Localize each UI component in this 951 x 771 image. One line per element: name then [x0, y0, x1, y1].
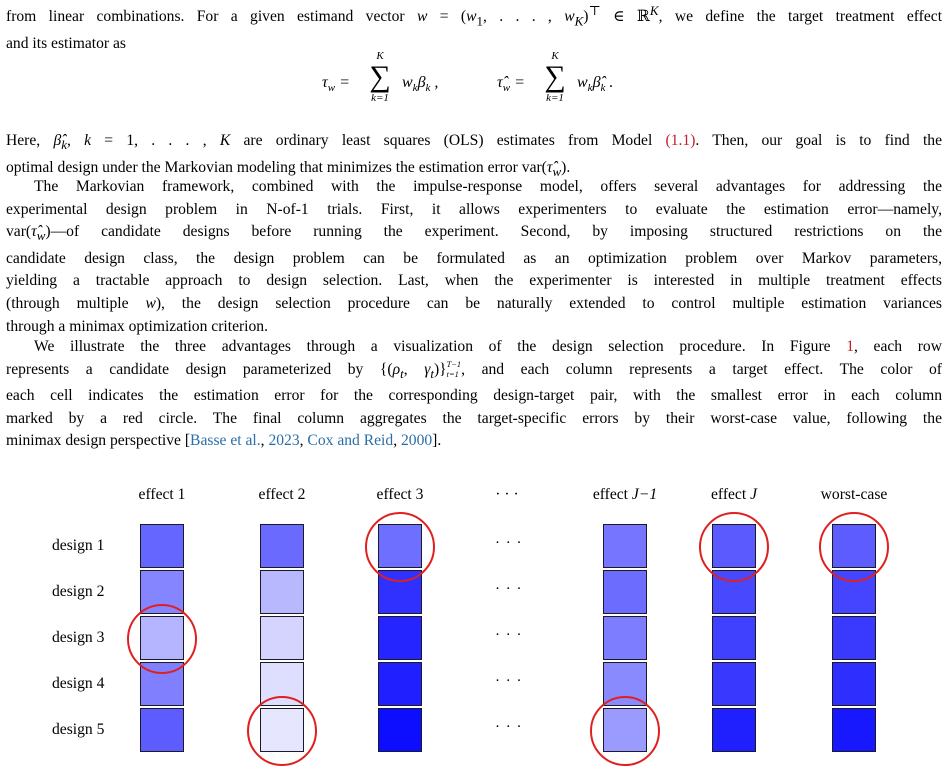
text-line: yielding a tractable approach to design selection. Last, when the experimenter is interested in multiple treatment effects: [6, 272, 942, 290]
text-line: and its estimator as: [6, 34, 126, 52]
text-line: through a minimax optimization criterion.: [6, 317, 269, 335]
ellipsis-dots: · · ·: [495, 719, 523, 735]
ellipsis-dots: · · ·: [495, 535, 523, 551]
minimum-marker-circle: [365, 512, 435, 582]
heatmap-cell: [260, 570, 304, 614]
row-label: design 2: [52, 583, 105, 600]
citation-cox-year[interactable]: 2000: [400, 432, 433, 450]
text-line: represents a candidate design parameterized by {($\rho_t$, $\gamma_t$)} T−1 t=1 , and each column represents a target effect. The color of: [6, 360, 943, 381]
heatmap-cell: [140, 524, 184, 568]
text-line: The Markovian framework, combined with the impulse-response model, offers several advantages for addressing the: [34, 178, 942, 195]
text-line: minimax design perspective [Basse et al., 2023, Cox and Reid, 2000].: [6, 432, 442, 450]
sum-operator: K ∑ k=1: [369, 50, 391, 104]
minimum-marker-circle: [247, 696, 317, 766]
text-line: $var(\taû_w)—of$ candidate designs before running the experiment. Second, by imposing structured restrictions on the: [6, 223, 942, 244]
heatmap-cell: [260, 524, 304, 568]
row-label: design 3: [52, 629, 105, 646]
minimum-marker-circle: [590, 696, 660, 766]
display-equation: $\tau_w$ = K ∑ k=1 $w_k\beta_k$ , $\taû_w$ = K ∑ k=1 $w_k\betâ_k$ .: [322, 50, 614, 104]
heatmap-cell: [832, 662, 876, 706]
text-line: candidate design class, the design problem can be formulated as an optimization problem over Markov parameters,: [6, 249, 942, 267]
text-line: Here, $\betâ_k$, k = 1, . . . , K are ordinary least squares (OLS) estimates from Model (1.1). Then, our goal is to find the: [6, 132, 943, 153]
heatmap-cell: [378, 662, 422, 706]
heatmap-cell: [378, 708, 422, 752]
minimum-marker-circle: [699, 512, 769, 582]
figure-reference-link[interactable]: 1: [846, 338, 854, 355]
text-line: We illustrate the three advantages through a visualization of the design selection procedure. In Figure 1, each row: [34, 338, 942, 355]
column-header: · · ·: [495, 486, 519, 503]
text-line: each cell indicates the estimation error for the corresponding design-target pair, with the smallest error in each column: [6, 387, 942, 405]
heatmap-cell: [832, 616, 876, 660]
heatmap-cell: [712, 708, 756, 752]
paragraph-advantages: [6, 176, 942, 338]
row-label: design 4: [52, 675, 105, 692]
heatmap-cell: [140, 708, 184, 752]
sum-operator: K ∑ k=1: [544, 50, 566, 104]
text-line: (through multiple w), the design selection procedure can be naturally extended to control multiple estimation variances: [6, 295, 943, 313]
ellipsis-dots: · · ·: [495, 673, 523, 689]
heatmap-cell: [832, 708, 876, 752]
paragraph-figure-intro: [6, 336, 942, 453]
ellipsis-dots: · · ·: [495, 627, 523, 643]
column-header: effect J−1: [592, 486, 658, 503]
column-header: worst-case: [820, 486, 888, 503]
row-label: design 5: [52, 721, 105, 738]
column-header: effect 3: [376, 486, 424, 503]
paragraph-intro: [6, 0, 942, 55]
citation-basse[interactable]: Basse et al.: [190, 432, 261, 450]
column-header: effect J: [710, 486, 758, 503]
heatmap-cell: [603, 570, 647, 614]
text-line: marked by a red circle. The final column aggregates the target-specific errors by their worst-case value, following the: [6, 409, 942, 427]
column-header: effect 2: [258, 486, 306, 503]
citation-basse-year[interactable]: 2023: [268, 432, 300, 450]
heatmap-cell: [603, 616, 647, 660]
ellipsis-dots: · · ·: [495, 581, 523, 597]
heatmap-cell: [712, 616, 756, 660]
citation-cox[interactable]: Cox and Reid: [307, 432, 394, 450]
column-header: effect 1: [138, 486, 186, 503]
minimum-marker-circle: [127, 604, 197, 674]
heatmap-cell: [603, 524, 647, 568]
figure-design-selection: [0, 470, 951, 771]
text-line: optimal design under the Markovian modeling that minimizes the estimation error $var(\taû_w)$.: [6, 158, 571, 179]
heatmap-cell: [712, 662, 756, 706]
heatmap-cell: [378, 616, 422, 660]
text-line: experimental design problem in N-of-1 trials. First, it allows experimenters to evaluate the estimation error—namely,: [6, 200, 942, 218]
heatmap-cell: [260, 616, 304, 660]
minimum-marker-circle: [819, 512, 889, 582]
model-reference-link[interactable]: (1.1): [665, 132, 696, 149]
row-label: design 1: [52, 537, 105, 554]
text-line: from linear combinations. For a given estimand vector $w = (w_1$, . . . , $w_K)^⊤$ ∈ ℝ$^K$, we define the target treatment effect: [6, 3, 943, 29]
